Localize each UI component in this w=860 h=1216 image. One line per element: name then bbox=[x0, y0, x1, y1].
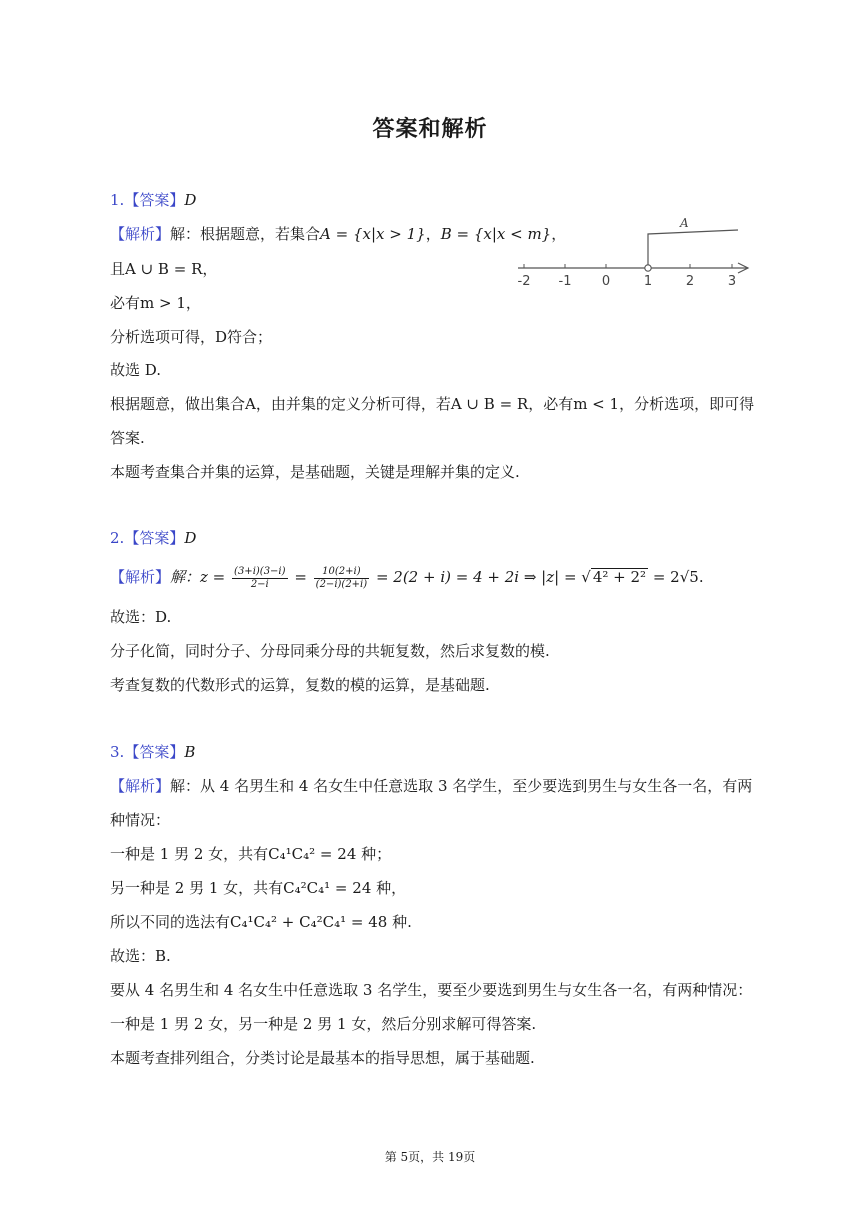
q1-line-7: 答案. bbox=[110, 429, 145, 447]
set-a-label: A bbox=[680, 216, 689, 230]
sqrt-content: 4² + 2² bbox=[592, 568, 647, 586]
axis-ticks bbox=[524, 264, 732, 268]
fraction-1 bbox=[232, 566, 287, 591]
fraction-1-denominator: 2−i bbox=[250, 578, 269, 590]
q2-eq1: = bbox=[294, 568, 307, 586]
set-a-bracket bbox=[648, 230, 738, 265]
page-title: 答案和解析 bbox=[372, 116, 488, 142]
q3-line-6: 故选：B. bbox=[110, 947, 171, 965]
tick-label: 0 bbox=[601, 274, 611, 289]
q2-answer-line bbox=[110, 528, 196, 548]
q3-line-2: 种情况： bbox=[110, 811, 171, 829]
q3-number: 3. bbox=[110, 743, 125, 761]
tick-label: 2 bbox=[685, 274, 695, 289]
fraction-1-numerator: (3+i)(3−i) bbox=[234, 565, 286, 577]
q3-line-4: 另一种是 2 男 1 女，共有C₄²C₄¹ = 24 种， bbox=[110, 879, 407, 897]
q3-answer-tag: 【答案】 bbox=[124, 743, 185, 761]
q3-line-9: 本题考查排列组合，分类讨论是最基本的指导思想，属于基础题. bbox=[110, 1049, 535, 1067]
q2-number: 2. bbox=[110, 529, 125, 547]
q2-line-3: 分子化简，同时分子、分母同乘分母的共轭复数，然后求复数的模. bbox=[110, 642, 550, 660]
q1-analysis-line-1 bbox=[110, 224, 566, 244]
q2-l1-prefix: 解：z = bbox=[170, 568, 226, 586]
q2-l1-end: = 2√5. bbox=[652, 568, 704, 586]
fraction-2-numerator: 10(2+i) bbox=[314, 566, 369, 579]
q1-l1-sep: ， bbox=[425, 225, 441, 243]
number-line-figure bbox=[510, 210, 760, 292]
q3-line-3: 一种是 1 男 2 女，共有C₄¹C₄² = 24 种； bbox=[110, 845, 392, 863]
q1-set-a: A = {x|x > 1} bbox=[320, 225, 426, 243]
q1-number: 1. bbox=[110, 191, 125, 209]
q1-l1-prefix: 解：根据题意，若集合 bbox=[170, 225, 321, 243]
page-footer: 第 5页，共 19页 bbox=[384, 1150, 476, 1164]
fraction-2 bbox=[314, 566, 369, 591]
q2-answer-tag: 【答案】 bbox=[124, 529, 185, 547]
q1-set-b: B = {x|x < m} bbox=[440, 225, 552, 243]
q1-answer-line bbox=[110, 190, 196, 210]
q1-answer: D bbox=[184, 191, 197, 209]
tick-label: 1 bbox=[643, 274, 653, 289]
q3-l1: 解：从 4 名男生和 4 名女生中任意选取 3 名学生，至少要选到男生与女生各一名，有两 bbox=[170, 777, 753, 795]
q2-analysis-line-1: 【解析】解：z = $\frac{(3+i)(3-i)}{2-i}$ = $\frac{10(2+i)}{(2-i)(2+i)}$ = 2(2 + i) = 4 + 2i ⇒ |z| = √ 4² + 2² = 2√5. bbox=[110, 565, 704, 590]
q2-l1-mid: = 2(2 + i) = 4 + 2i ⇒ |z| = bbox=[375, 568, 577, 586]
q3-line-7: 要从 4 名男生和 4 名女生中任意选取 3 名学生，要至少要选到男生与女生各一名，有两种情况： bbox=[110, 981, 753, 999]
q3-analysis-line-1 bbox=[110, 776, 752, 796]
q1-line-3: 必有m > 1， bbox=[110, 294, 201, 312]
q1-line-5: 故选 D. bbox=[110, 361, 162, 379]
q3-line-8: 一种是 1 男 2 女，另一种是 2 男 1 女，然后分别求解可得答案. bbox=[110, 1015, 537, 1033]
q3-line-5: 所以不同的选法有C₄¹C₄² + C₄²C₄¹ = 48 种. bbox=[110, 913, 412, 931]
q2-analysis-tag: 【解析】 bbox=[110, 568, 171, 586]
q1-l1-end: ， bbox=[551, 225, 567, 243]
q1-answer-tag: 【答案】 bbox=[124, 191, 185, 209]
q2-answer: D bbox=[184, 529, 197, 547]
tick-label: 3 bbox=[727, 274, 737, 289]
q1-line-2: 且A ∪ B = R， bbox=[110, 260, 218, 278]
open-circle-point bbox=[645, 265, 651, 271]
q3-answer: B bbox=[184, 743, 196, 761]
q3-analysis-tag: 【解析】 bbox=[110, 777, 171, 795]
tick-label: -1 bbox=[558, 274, 572, 289]
q2-line-2: 故选：D. bbox=[110, 608, 172, 626]
fraction-2-denominator: (2−i)(2+i) bbox=[315, 578, 368, 590]
q3-answer-line bbox=[110, 742, 195, 762]
q1-line-8: 本题考查集合并集的运算，是基础题，关键是理解并集的定义. bbox=[110, 463, 520, 481]
q1-line-6: 根据题意，做出集合A，由并集的定义分析可得，若A ∪ B = R，必有m < 1，分析选项，即可得 bbox=[110, 395, 755, 413]
tick-label: -2 bbox=[517, 274, 531, 289]
q2-line-4: 考查复数的代数形式的运算，复数的模的运算，是基础题. bbox=[110, 676, 490, 694]
q1-analysis-tag: 【解析】 bbox=[110, 225, 171, 243]
q1-line-4: 分析选项可得，D符合； bbox=[110, 328, 273, 346]
